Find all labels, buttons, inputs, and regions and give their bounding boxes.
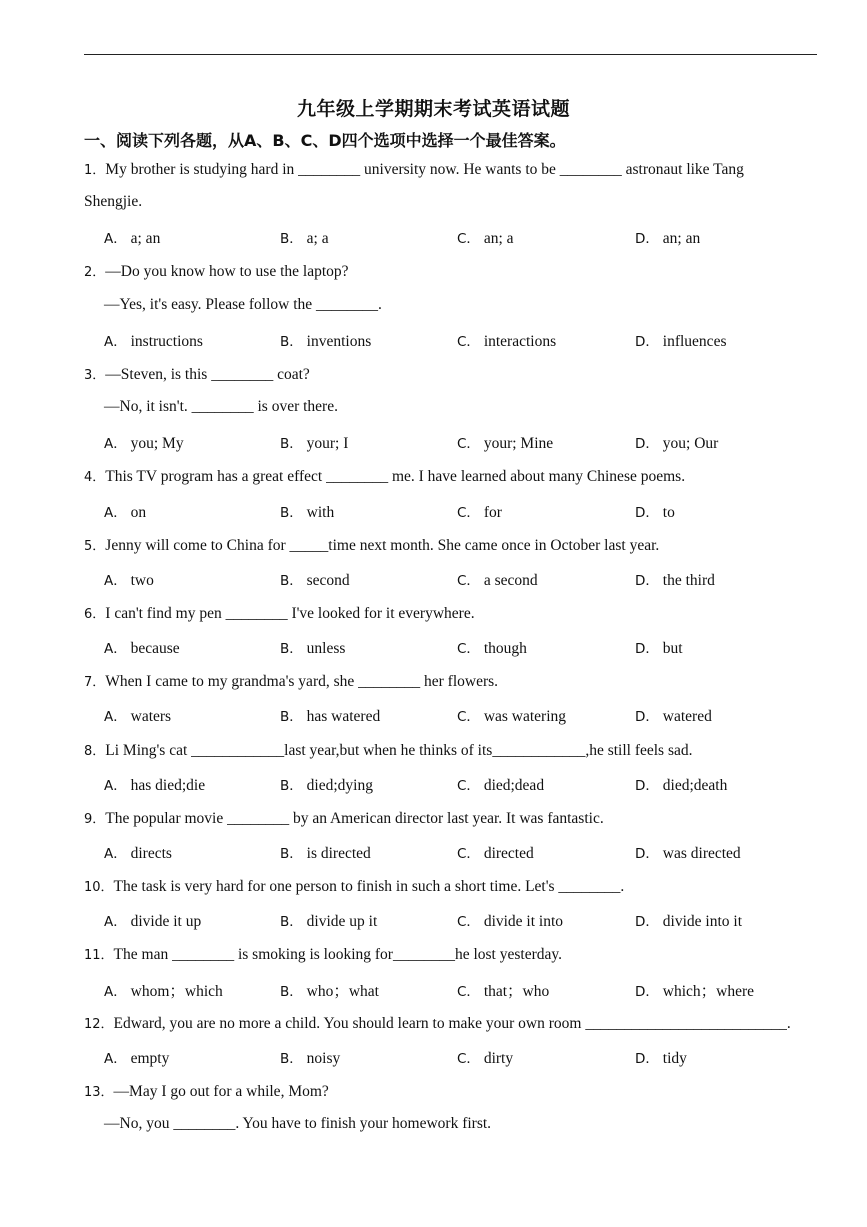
option-text: divide it up <box>126 913 202 931</box>
question-number: 13． <box>84 1085 114 1101</box>
question-number: 8． <box>84 743 106 759</box>
question-number: 2． <box>84 265 106 281</box>
option-a[interactable] <box>104 569 154 590</box>
option-letter: B． <box>280 846 303 862</box>
header-rule <box>84 54 817 55</box>
option-letter: D． <box>635 231 659 248</box>
option-b[interactable] <box>280 330 371 351</box>
option-text: your; Mine <box>479 435 554 453</box>
option-letter: A． <box>104 983 127 1000</box>
option-text: which；where <box>658 982 755 1000</box>
option-c[interactable] <box>457 330 556 351</box>
page-title: 九年级上学期期末考试英语试题 <box>296 98 570 120</box>
dialogue-text: —Yes, it's easy. Please follow the ________. <box>104 295 382 313</box>
question-text: My brother is studying hard in ________ university now. He wants to be ________ astronaut like Tang <box>105 161 744 178</box>
option-letter: D． <box>635 914 659 931</box>
option-text: empty <box>126 1049 170 1067</box>
option-text: inventions <box>302 332 372 350</box>
option-text: died;dead <box>479 776 545 794</box>
option-c[interactable] <box>457 432 553 453</box>
option-text: because <box>126 640 180 658</box>
option-text: you; Our <box>658 435 719 453</box>
option-text: divide into it <box>658 913 742 931</box>
option-text: who；what <box>302 982 379 1000</box>
question-number: 12． <box>84 1016 114 1032</box>
option-c[interactable] <box>457 637 527 658</box>
option-a[interactable] <box>104 910 201 931</box>
option-text: unless <box>302 640 346 658</box>
option-text: influences <box>658 332 727 350</box>
option-a[interactable] <box>104 842 172 863</box>
question-number: 10． <box>84 880 114 896</box>
option-d[interactable] <box>635 330 726 351</box>
option-letter: A． <box>104 709 127 726</box>
option-d[interactable] <box>635 842 741 863</box>
question-stem <box>84 1081 329 1101</box>
option-text: but <box>658 640 683 658</box>
question-text: This TV program has a great effect ________ me. I have learned about many Chinese poems. <box>105 468 686 486</box>
question-number: 6． <box>84 606 106 622</box>
option-a[interactable] <box>104 227 160 248</box>
option-d[interactable] <box>635 979 754 1001</box>
option-letter: A． <box>104 1050 127 1067</box>
option-letter: C． <box>457 231 480 248</box>
question-text: —Steven, is this ________ coat? <box>105 365 310 383</box>
option-a[interactable] <box>104 774 205 795</box>
option-text: to <box>658 503 675 521</box>
option-letter: D． <box>635 1050 659 1067</box>
question-text: The man ________ is smoking is looking for________he lost yesterday. <box>113 946 562 964</box>
option-b[interactable] <box>280 501 334 522</box>
option-letter: A． <box>104 641 127 658</box>
option-text: two <box>126 571 154 589</box>
option-letter: D． <box>635 709 659 726</box>
option-text: instructions <box>126 332 203 350</box>
option-letter: C． <box>457 572 480 589</box>
option-letter: C． <box>457 504 480 521</box>
dialogue-text: —No, it isn't. ________ is over there. <box>104 398 338 416</box>
option-a[interactable] <box>104 1047 169 1068</box>
option-text: dirty <box>479 1049 514 1067</box>
option-a[interactable] <box>104 432 184 453</box>
question-text: The popular movie ________ by an American director last year. It was fantastic. <box>105 809 604 827</box>
option-letter: D． <box>635 641 659 658</box>
option-text: whom；which <box>126 982 223 1000</box>
question-text: —Do you know how to use the laptop? <box>105 263 349 281</box>
question-number: 7． <box>84 675 106 691</box>
option-letter: C． <box>457 983 480 1000</box>
question-number: 3． <box>84 367 106 383</box>
option-d[interactable] <box>635 501 675 522</box>
dialogue-text: —No, you ________. You have to finish your homework first. <box>104 1115 492 1133</box>
option-c[interactable] <box>457 774 544 795</box>
option-c[interactable] <box>457 569 538 590</box>
option-text: with <box>302 503 335 521</box>
option-letter: B． <box>280 777 303 794</box>
option-text: divide it into <box>479 913 564 931</box>
option-letter: C． <box>457 709 480 726</box>
option-c[interactable] <box>457 705 566 726</box>
option-text: was watering <box>479 708 567 726</box>
question-text: Jenny will come to China for _____time next month. She came once in October last year. <box>105 536 660 554</box>
question-text: The task is very hard for one person to finish in such a short time. Let's ________. <box>113 878 625 896</box>
option-text: you; My <box>126 435 184 453</box>
option-b[interactable] <box>280 979 379 1001</box>
option-b[interactable] <box>280 569 350 590</box>
option-text: the third <box>658 571 715 589</box>
option-letter: C． <box>457 846 480 862</box>
question-number: 9． <box>84 811 106 827</box>
option-c[interactable] <box>457 227 514 248</box>
option-d[interactable] <box>635 569 715 590</box>
option-text: on <box>126 503 147 521</box>
question-text: —May I go out for a while, Mom? <box>113 1083 329 1101</box>
question-number: 11． <box>84 948 114 964</box>
option-text: interactions <box>479 332 557 350</box>
option-letter: D． <box>635 777 659 794</box>
option-c[interactable] <box>457 979 549 1001</box>
option-c[interactable] <box>457 842 534 863</box>
option-letter: B． <box>280 914 303 931</box>
option-a[interactable] <box>104 637 180 658</box>
option-text: tidy <box>658 1049 687 1067</box>
option-text: an; a <box>479 230 514 248</box>
question-text: When I came to my grandma's yard, she ________ her flowers. <box>105 673 499 691</box>
option-letter: B． <box>280 572 303 589</box>
question-stem <box>84 159 744 179</box>
option-text: is directed <box>302 845 371 862</box>
option-letter: C． <box>457 1050 480 1067</box>
option-text: a second <box>479 571 538 589</box>
option-a[interactable] <box>104 501 146 522</box>
option-letter: D． <box>635 504 659 521</box>
option-letter: A． <box>104 846 127 862</box>
question-number: 5． <box>84 538 106 554</box>
option-letter: B． <box>280 983 303 1000</box>
option-d[interactable] <box>635 1047 687 1068</box>
option-letter: A． <box>104 333 127 350</box>
option-a[interactable] <box>104 705 171 726</box>
option-text: though <box>479 640 527 658</box>
option-text: was directed <box>658 845 741 862</box>
question-stem <box>84 740 693 760</box>
question-stem <box>84 364 310 384</box>
question-stem <box>84 808 604 828</box>
option-text: your; I <box>302 435 349 453</box>
option-letter: C． <box>457 914 480 931</box>
option-text: a; an <box>126 230 161 248</box>
option-text: a; a <box>302 230 329 248</box>
option-d[interactable] <box>635 705 712 726</box>
option-letter: D． <box>635 436 659 453</box>
option-letter: A． <box>104 914 127 931</box>
option-b[interactable] <box>280 1047 340 1068</box>
option-text: waters <box>126 708 172 726</box>
question-number: 4． <box>84 470 106 486</box>
option-letter: B． <box>280 231 303 248</box>
question-stem <box>84 466 685 486</box>
dialogue-line <box>104 1115 491 1133</box>
option-text: that；who <box>479 982 550 1000</box>
option-letter: C． <box>457 641 480 658</box>
option-letter: B． <box>280 641 303 658</box>
option-text: watered <box>658 708 712 726</box>
option-text: divide up it <box>302 913 378 931</box>
option-text: second <box>302 571 350 589</box>
option-c[interactable] <box>457 1047 513 1068</box>
option-b[interactable] <box>280 910 377 931</box>
question-stem <box>84 261 349 281</box>
option-letter: A． <box>104 572 127 589</box>
option-letter: B． <box>280 436 303 453</box>
option-c[interactable] <box>457 910 563 931</box>
option-text: noisy <box>302 1049 341 1067</box>
option-letter: B． <box>280 504 303 521</box>
option-letter: D． <box>635 983 659 1000</box>
question-stem <box>84 944 562 964</box>
option-letter: B． <box>280 709 303 726</box>
option-letter: C． <box>457 777 480 794</box>
question-text: Shengjie. <box>84 193 143 211</box>
option-a[interactable] <box>104 330 203 351</box>
question-text: Edward, you are no more a child. You should learn to make your own room __________________________. <box>113 1014 791 1032</box>
option-d[interactable] <box>635 774 727 795</box>
option-text: an; an <box>658 230 701 248</box>
option-text: died;death <box>658 776 728 794</box>
option-text: directed <box>479 845 534 862</box>
option-letter: B． <box>280 1050 303 1067</box>
option-d[interactable] <box>635 227 700 248</box>
option-text: has watered <box>302 708 381 726</box>
question-number: 1． <box>84 163 106 178</box>
option-letter: B． <box>280 333 303 350</box>
option-letter: D． <box>635 846 659 862</box>
option-letter: A． <box>104 231 127 248</box>
option-letter: A． <box>104 504 127 521</box>
option-letter: A． <box>104 436 127 453</box>
option-text: has died;die <box>126 776 206 794</box>
option-d[interactable] <box>635 432 718 453</box>
section-heading: 一、阅读下列各题，从A、B、C、D四个选项中选择一个最佳答案。 <box>84 131 566 150</box>
question-text: Li Ming's cat ____________last year,but when he thinks of its____________,he still feels sad. <box>105 741 693 759</box>
option-letter: C． <box>457 436 480 453</box>
option-b[interactable] <box>280 637 345 658</box>
question-stem <box>84 603 475 623</box>
option-letter: A． <box>104 777 127 794</box>
question-stem <box>84 876 624 896</box>
question-stem-continued <box>84 193 142 211</box>
question-text: I can't find my pen ________ I've looked for it everywhere. <box>105 604 475 622</box>
option-text: directs <box>126 845 172 862</box>
option-letter: D． <box>635 572 659 589</box>
option-b[interactable] <box>280 432 348 453</box>
option-b[interactable] <box>280 774 373 795</box>
option-letter: C． <box>457 333 480 350</box>
option-text: for <box>479 503 502 521</box>
option-letter: D． <box>635 333 659 350</box>
option-b[interactable] <box>280 227 329 248</box>
option-a[interactable] <box>104 979 223 1001</box>
dialogue-line <box>104 398 338 416</box>
question-stem <box>84 1013 791 1033</box>
option-b[interactable] <box>280 842 371 863</box>
dialogue-line <box>104 296 382 314</box>
option-c[interactable] <box>457 501 502 522</box>
question-stem <box>84 671 498 691</box>
option-d[interactable] <box>635 910 742 931</box>
option-d[interactable] <box>635 637 683 658</box>
question-stem <box>84 535 659 555</box>
option-text: died;dying <box>302 776 373 794</box>
option-b[interactable] <box>280 705 380 726</box>
